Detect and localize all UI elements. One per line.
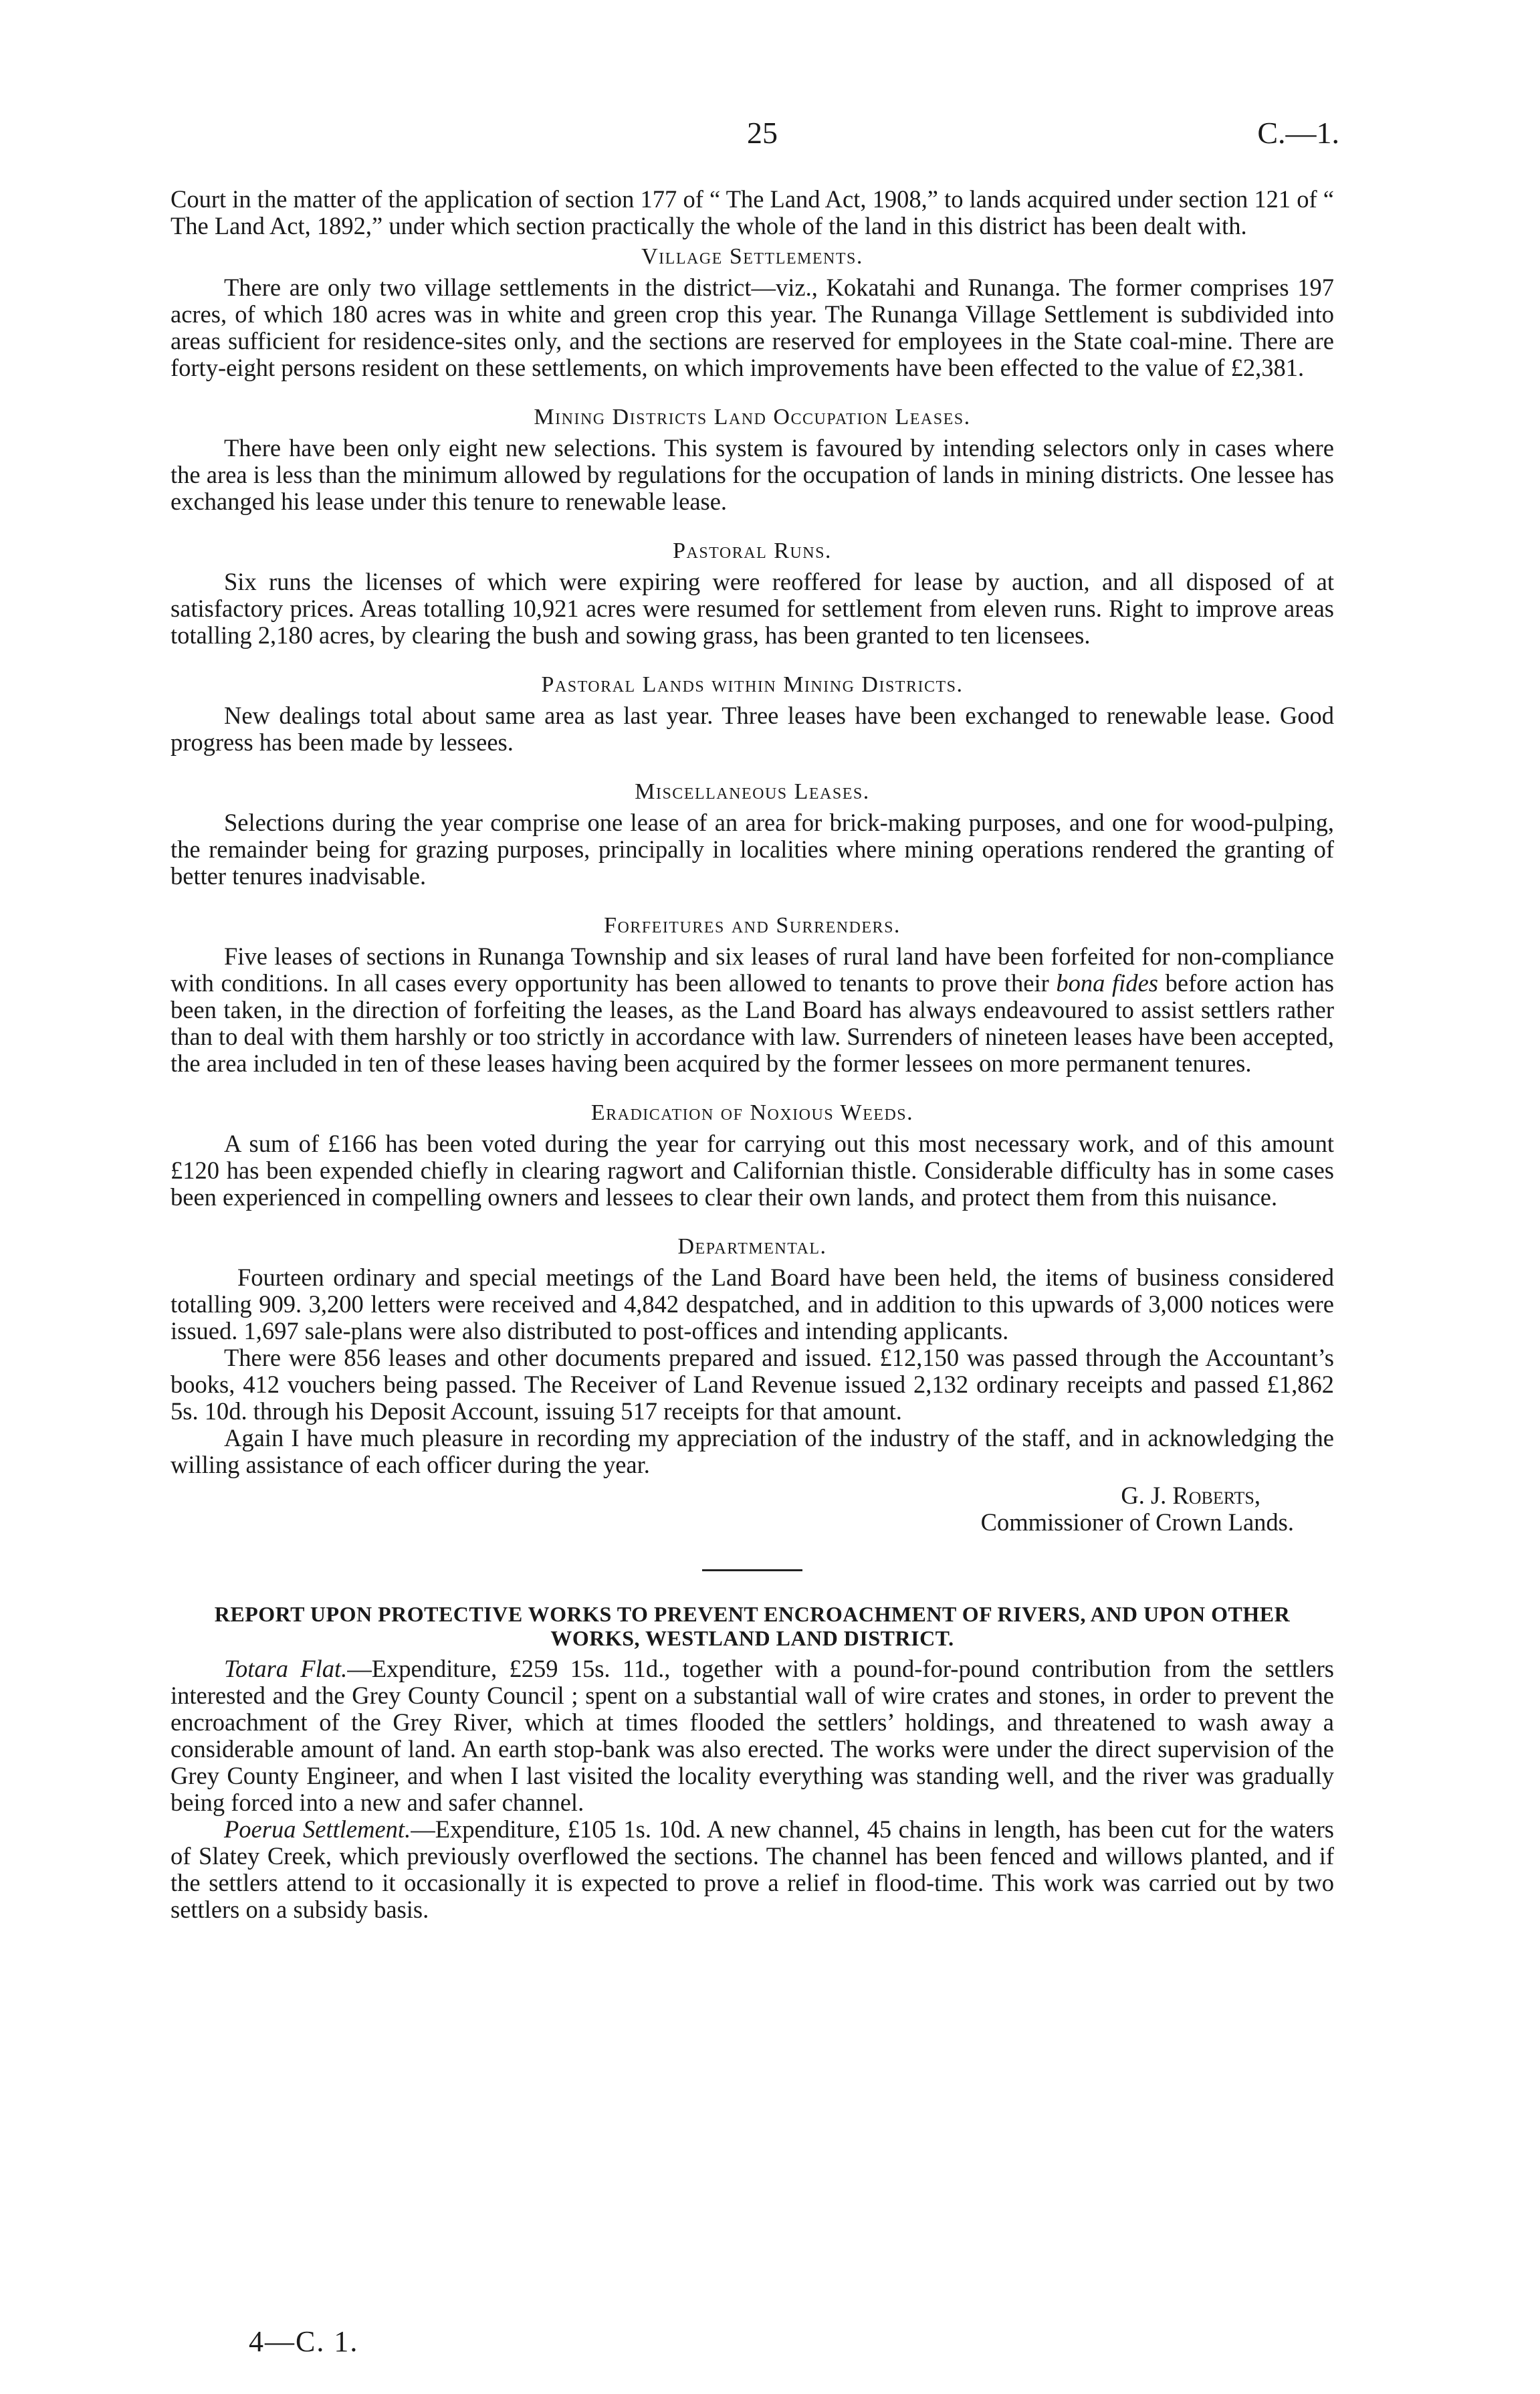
heading-pastoral-runs: Pastoral Runs. (673, 538, 832, 563)
paragraph-departmental-3: Again I have much pleasure in recording my appreciation of the industry of the staff, and in acknowledging the willing assistance of each officer during the year. (171, 1424, 1334, 1478)
totara-flat-label: Totara Flat. (224, 1655, 348, 1682)
heading-pastoral-lands-mining: Pastoral Lands within Mining Districts. (541, 672, 964, 697)
paragraph-miscellaneous-leases: Selections during the year comprise one lease of an area for brick-making purposes, and one for wood-pulping, the remainder being for grazing purposes, principally in localities where mining operations rendered the granting of better tenures inadvisable. (171, 809, 1334, 890)
paragraph-totara-flat (171, 1656, 1334, 1816)
heading-village-settlements: Village Settlements. (641, 244, 863, 269)
intro-paragraph: Court in the matter of the application of section 177 of “ The Land Act, 1908,” to lands acquired under section 121 of “ The Land Act, 1892,” under which section practically the whole of the land in this district has been dealt with. (171, 185, 1334, 239)
paragraph-departmental-2: There were 856 leases and other documents prepared and issued. £12,150 was passed through the Accountant’s books, 412 vouchers being passed. The Receiver of Land Revenue issued 2,132 ordinary receipts and passed £1,862 5s. 10d. through his Deposit Account, issuing 517 receipts for that amount. (171, 1344, 1334, 1425)
paragraph-poerua-settlement (171, 1816, 1334, 1923)
signature-name: G. J. Roberts, (1121, 1482, 1260, 1509)
report-title: REPORT UPON PROTECTIVE WORKS TO PREVENT ENCROACHMENT OF RIVERS, AND UPON OTHER WORKS, WESTLAND LAND DISTRICT. (214, 1602, 1291, 1650)
footer-signature-mark: 4—C. 1. (249, 2325, 359, 2358)
paragraph-village-settlements: There are only two village settlements in the district—viz., Kokatahi and Runanga. The former comprises 197 acres, of which 180 acres was in white and green crop this year. The Runanga Village Settlement is subdivided into areas sufficient for residence-sites only, and the sections are reserved for employees in the State coal-mine. There are forty-eight persons resident on these settlements, on which improvements have been effected to the value of £2,381. (171, 274, 1334, 381)
paragraph-departmental-1: Fourteen ordinary and special meetings of the Land Board have been held, the items of business considered totalling 909. 3,200 letters were received and 4,842 despatched, and in addition to this upwards of 3,000 notices were issued. 1,697 sale-plans were also distributed to post-offices and intending applicants. (171, 1264, 1334, 1344)
heading-mining-districts: Mining Districts Land Occupation Leases. (534, 405, 971, 429)
forfeitures-text-end: before action has been taken, in the direction of forfeiting the leases, as the Land Board has always endeavoured to assist settlers rather than to deal with them harshly or too strictly in accordance with law. Surrenders of nineteen leases have been accepted, the area included in ten of these leases having been acquired by the former lessees on more permanent tenures. (171, 969, 1334, 1077)
heading-forfeitures: Forfeitures and Surrenders. (604, 913, 901, 938)
forfeitures-text-start: Five leases of sections in Runanga Township and six leases of rural land have been forfeited for non-compliance with conditions. In all cases every opportunity has been allowed to tenants to prove their (171, 942, 1334, 997)
poerua-settlement-label: Poerua Settlement. (224, 1815, 411, 1843)
paragraph-pastoral-lands-mining: New dealings total about same area as last year. Three leases have been exchanged to renewable lease. Good progress has been made by lessees. (171, 702, 1334, 756)
section-divider (702, 1569, 802, 1571)
forfeitures-italic-term: bona fides (1056, 969, 1158, 997)
heading-noxious-weeds: Eradication of Noxious Weeds. (590, 1100, 914, 1125)
paragraph-mining-districts: There have been only eight new selections. This system is favoured by intending selectors only in cases where the area is less than the minimum allowed by regulations for the occupation of lands in mining districts. One lessee has exchanged his lease under this tenure to renewable lease. (171, 434, 1334, 515)
document-body (171, 186, 1334, 1923)
heading-miscellaneous-leases: Miscellaneous Leases. (635, 779, 870, 804)
signature-title: Commissioner of Crown Lands. (980, 1508, 1294, 1536)
page-number: 25 (747, 116, 778, 150)
paragraph-noxious-weeds: A sum of £166 has been voted during the year for carrying out this most necessary work, and of this amount £120 has been expended chiefly in clearing ragwort and Californian thistle. Considerable difficulty has in some cases been experienced in compelling owners and lessees to clear their own lands, and protect them from this nuisance. (171, 1130, 1334, 1211)
totara-flat-text: —Expenditure, £259 15s. 11d., together with a pound-for-pound contribution from the settlers interested and the Grey County Council ; spent on a substantial wall of wire crates and stones, in order to prevent the encroachment of the Grey River, which at times flooded the settlers’ holdings, and threatened to wash away a considerable amount of land. An earth stop-bank was also erected. The works were under the direct supervision of the Grey County Engineer, and when I last visited the locality everything was standing well, and the river was gradually being forced into a new and safer channel. (171, 1655, 1334, 1816)
paragraph-pastoral-runs: Six runs the licenses of which were expiring were reoffered for lease by auction, and all disposed of at satisfactory prices. Areas totalling 10,921 acres were resumed for settlement from eleven runs. Right to improve areas totalling 2,180 acres, by clearing the bush and sowing grass, has been granted to ten licensees. (171, 568, 1334, 649)
paragraph-forfeitures (171, 943, 1334, 1077)
poerua-settlement-text: —Expenditure, £105 1s. 10d. A new channel, 45 chains in length, has been cut for the waters of Slatey Creek, which previously overflowed the sections. The channel has been fenced and willows planted, and if the settlers attend to it occasionally it is expected to prove a relief in flood-time. This work was carried out by two settlers on a subsidy basis. (171, 1815, 1334, 1923)
heading-departmental: Departmental. (677, 1234, 827, 1259)
page-reference: C.—1. (1257, 116, 1339, 150)
